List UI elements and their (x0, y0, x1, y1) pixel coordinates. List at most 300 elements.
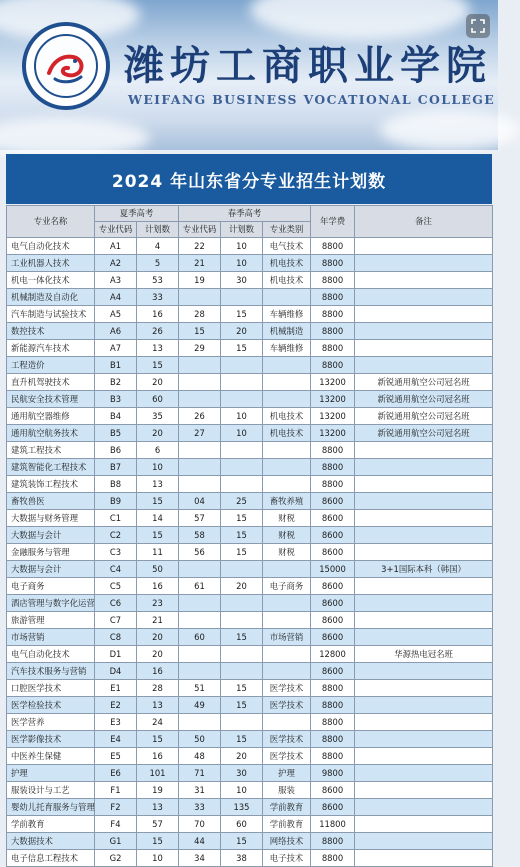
cell-summer-code: A2 (95, 255, 137, 272)
cell-spring-category: 车辆维修 (263, 306, 311, 323)
cell-spring-category: 服装 (263, 782, 311, 799)
cell-tuition: 8800 (311, 238, 355, 255)
table-row (7, 816, 493, 833)
table-row (7, 357, 493, 374)
table-row (7, 850, 493, 867)
table-row (7, 629, 493, 646)
cell-summer-plan: 10 (137, 850, 179, 867)
cell-summer-code: G2 (95, 850, 137, 867)
cell-note: 3+1国际本科（韩国） (355, 561, 493, 578)
cell-summer-plan: 13 (137, 340, 179, 357)
header-summer-exam: 夏季高考 (95, 206, 179, 222)
cell-spring-category (263, 357, 311, 374)
cell-major-name: 大数据与会计 (7, 561, 95, 578)
cell-summer-code: A1 (95, 238, 137, 255)
cell-summer-code: E4 (95, 731, 137, 748)
cell-spring-plan: 15 (221, 527, 263, 544)
cell-note (355, 782, 493, 799)
cell-summer-code: E2 (95, 697, 137, 714)
cell-summer-plan: 15 (137, 493, 179, 510)
cell-note (355, 255, 493, 272)
cell-summer-plan: 15 (137, 357, 179, 374)
cell-note (355, 510, 493, 527)
cell-major-name: 建筑工程技术 (7, 442, 95, 459)
cell-summer-plan: 13 (137, 697, 179, 714)
header-major-name: 专业名称 (7, 206, 95, 238)
cell-spring-plan: 15 (221, 629, 263, 646)
header-summer-major-code: 专业代码 (95, 222, 137, 238)
cell-spring-code (179, 289, 221, 306)
cell-major-name: 建筑智能化工程技术 (7, 459, 95, 476)
cell-summer-code: E6 (95, 765, 137, 782)
fullscreen-icon (471, 19, 485, 33)
cell-major-name: 大数据与会计 (7, 527, 95, 544)
cell-note (355, 272, 493, 289)
cell-spring-plan (221, 663, 263, 680)
cell-summer-plan: 14 (137, 510, 179, 527)
cell-summer-plan: 20 (137, 374, 179, 391)
table-row (7, 476, 493, 493)
cell-note (355, 357, 493, 374)
cell-major-name: 市场营销 (7, 629, 95, 646)
cell-spring-code: 51 (179, 680, 221, 697)
cell-tuition: 8800 (311, 731, 355, 748)
cell-major-name: 酒店管理与数字化运营 (7, 595, 95, 612)
cell-tuition: 8800 (311, 357, 355, 374)
cell-tuition: 8800 (311, 255, 355, 272)
college-name-chinese: 潍坊工商职业学院 (124, 42, 492, 89)
cell-spring-plan: 10 (221, 255, 263, 272)
cell-summer-code: D4 (95, 663, 137, 680)
table-row (7, 510, 493, 527)
cell-spring-plan: 38 (221, 850, 263, 867)
cell-spring-plan (221, 714, 263, 731)
cell-note (355, 527, 493, 544)
cell-spring-code: 19 (179, 272, 221, 289)
cell-tuition: 15000 (311, 561, 355, 578)
cell-note (355, 697, 493, 714)
cell-major-name: 汽车技术服务与营销 (7, 663, 95, 680)
cell-summer-plan: 13 (137, 799, 179, 816)
cell-major-name: 畜牧兽医 (7, 493, 95, 510)
cell-note (355, 833, 493, 850)
cell-summer-plan: 26 (137, 323, 179, 340)
cell-major-name: 口腔医学技术 (7, 680, 95, 697)
table-row (7, 595, 493, 612)
cell-note (355, 340, 493, 357)
table-row (7, 697, 493, 714)
cell-summer-plan: 15 (137, 527, 179, 544)
cell-major-name: 电气自动化技术 (7, 238, 95, 255)
header-spring-major-category: 专业类别 (263, 222, 311, 238)
cell-spring-code (179, 374, 221, 391)
cell-spring-category: 电子技术 (263, 850, 311, 867)
cell-spring-code: 26 (179, 408, 221, 425)
cell-tuition: 8600 (311, 663, 355, 680)
table-row (7, 578, 493, 595)
cell-spring-category: 医学技术 (263, 680, 311, 697)
cell-tuition: 8800 (311, 289, 355, 306)
cell-major-name: 医学检验技术 (7, 697, 95, 714)
cell-spring-plan: 20 (221, 578, 263, 595)
cell-note (355, 289, 493, 306)
cell-summer-plan: 101 (137, 765, 179, 782)
cell-major-name: 大数据技术 (7, 833, 95, 850)
cell-spring-plan: 60 (221, 816, 263, 833)
cell-summer-plan: 13 (137, 476, 179, 493)
cell-summer-plan: 28 (137, 680, 179, 697)
cell-major-name: 机械制造及自动化 (7, 289, 95, 306)
cell-summer-code: A6 (95, 323, 137, 340)
cell-note (355, 442, 493, 459)
cell-spring-code (179, 391, 221, 408)
cell-spring-category: 机电技术 (263, 425, 311, 442)
cell-tuition: 13200 (311, 374, 355, 391)
cell-summer-plan: 21 (137, 612, 179, 629)
cell-spring-plan (221, 459, 263, 476)
cell-spring-plan (221, 595, 263, 612)
cell-summer-code: A4 (95, 289, 137, 306)
cell-spring-plan (221, 612, 263, 629)
cell-spring-category (263, 595, 311, 612)
cell-spring-plan: 20 (221, 323, 263, 340)
cell-tuition: 12800 (311, 646, 355, 663)
cell-spring-code: 04 (179, 493, 221, 510)
cell-tuition: 8600 (311, 782, 355, 799)
cell-spring-code (179, 612, 221, 629)
cell-major-name: 工程造价 (7, 357, 95, 374)
cell-summer-code: C8 (95, 629, 137, 646)
cell-note (355, 799, 493, 816)
cell-note (355, 459, 493, 476)
table-row (7, 782, 493, 799)
cell-major-name: 新能源汽车技术 (7, 340, 95, 357)
cell-spring-code (179, 646, 221, 663)
cell-tuition: 8800 (311, 680, 355, 697)
cell-spring-category: 市场营销 (263, 629, 311, 646)
page-title-bar (6, 154, 492, 204)
cell-tuition: 13200 (311, 408, 355, 425)
header-tuition: 年学费 (311, 206, 355, 238)
cell-note (355, 816, 493, 833)
cell-spring-code: 29 (179, 340, 221, 357)
cell-note (355, 765, 493, 782)
cell-note: 新锐通用航空公司冠名班 (355, 391, 493, 408)
cell-spring-code: 27 (179, 425, 221, 442)
cell-spring-code: 21 (179, 255, 221, 272)
cell-summer-code: A7 (95, 340, 137, 357)
cell-note (355, 850, 493, 867)
cell-spring-category: 财税 (263, 544, 311, 561)
cell-spring-category: 机电技术 (263, 408, 311, 425)
cell-spring-code: 49 (179, 697, 221, 714)
table-row (7, 272, 493, 289)
cell-spring-plan: 20 (221, 748, 263, 765)
table-row (7, 833, 493, 850)
table-row (7, 561, 493, 578)
cell-tuition: 8600 (311, 544, 355, 561)
cell-spring-code: 34 (179, 850, 221, 867)
cell-spring-category: 网络技术 (263, 833, 311, 850)
cell-summer-plan: 10 (137, 459, 179, 476)
table-row (7, 714, 493, 731)
cell-spring-code: 60 (179, 629, 221, 646)
cell-spring-plan: 10 (221, 782, 263, 799)
cell-summer-plan: 11 (137, 544, 179, 561)
cell-summer-code: B3 (95, 391, 137, 408)
cell-note (355, 748, 493, 765)
cell-note (355, 714, 493, 731)
cell-major-name: 婴幼儿托育服务与管理 (7, 799, 95, 816)
cell-spring-category: 财税 (263, 527, 311, 544)
cell-spring-plan: 30 (221, 272, 263, 289)
cell-spring-plan: 10 (221, 238, 263, 255)
table-row (7, 340, 493, 357)
college-logo (22, 22, 110, 110)
cell-major-name: 汽车制造与试验技术 (7, 306, 95, 323)
cell-spring-plan: 15 (221, 833, 263, 850)
cell-tuition: 8800 (311, 748, 355, 765)
cell-spring-category: 医学技术 (263, 697, 311, 714)
cell-note: 华源热电冠名班 (355, 646, 493, 663)
cell-spring-category: 机电技术 (263, 272, 311, 289)
cell-summer-plan: 20 (137, 425, 179, 442)
cell-summer-code: C5 (95, 578, 137, 595)
table-row (7, 493, 493, 510)
cell-spring-category (263, 561, 311, 578)
table-row (7, 731, 493, 748)
cell-tuition: 8600 (311, 595, 355, 612)
cell-summer-plan: 16 (137, 663, 179, 680)
cell-spring-category (263, 646, 311, 663)
cell-tuition: 8800 (311, 306, 355, 323)
cell-spring-code (179, 561, 221, 578)
table-row (7, 289, 493, 306)
cell-summer-code: D1 (95, 646, 137, 663)
cell-summer-code: B9 (95, 493, 137, 510)
table-row (7, 544, 493, 561)
cell-tuition: 8600 (311, 578, 355, 595)
cell-spring-code: 15 (179, 323, 221, 340)
table-row (7, 765, 493, 782)
cell-summer-code: F2 (95, 799, 137, 816)
cell-summer-plan: 19 (137, 782, 179, 799)
dragon-emblem-icon (41, 41, 91, 91)
cell-summer-code: B2 (95, 374, 137, 391)
cell-spring-plan: 15 (221, 544, 263, 561)
cell-major-name: 电气自动化技术 (7, 646, 95, 663)
cell-summer-code: F4 (95, 816, 137, 833)
cell-summer-code: C6 (95, 595, 137, 612)
cell-major-name: 电子信息工程技术 (7, 850, 95, 867)
cell-summer-code: C7 (95, 612, 137, 629)
table-body (7, 238, 493, 867)
table-row (7, 323, 493, 340)
cell-spring-plan: 135 (221, 799, 263, 816)
cell-note (355, 680, 493, 697)
cell-spring-code: 56 (179, 544, 221, 561)
cell-note (355, 238, 493, 255)
cell-summer-code: E3 (95, 714, 137, 731)
cell-tuition: 8800 (311, 340, 355, 357)
enrollment-plan-sheet (6, 205, 492, 863)
cell-major-name: 机电一体化技术 (7, 272, 95, 289)
college-banner (0, 0, 498, 150)
cell-tuition: 13200 (311, 425, 355, 442)
cell-note (355, 731, 493, 748)
cell-summer-code: E5 (95, 748, 137, 765)
table-row (7, 663, 493, 680)
cell-note (355, 544, 493, 561)
cell-spring-plan: 15 (221, 306, 263, 323)
cell-spring-category: 医学技术 (263, 748, 311, 765)
cell-spring-code (179, 357, 221, 374)
cell-spring-category (263, 391, 311, 408)
table-row (7, 408, 493, 425)
sky-cloud (0, 118, 150, 158)
cell-summer-code: A5 (95, 306, 137, 323)
cell-spring-code: 28 (179, 306, 221, 323)
cell-tuition: 8800 (311, 459, 355, 476)
cell-spring-category: 财税 (263, 510, 311, 527)
cell-summer-code: B5 (95, 425, 137, 442)
cell-note (355, 306, 493, 323)
cell-summer-plan: 53 (137, 272, 179, 289)
cell-spring-plan: 15 (221, 340, 263, 357)
cell-summer-plan: 16 (137, 748, 179, 765)
cell-summer-code: B7 (95, 459, 137, 476)
cell-spring-category (263, 374, 311, 391)
cell-tuition: 8800 (311, 697, 355, 714)
table-row (7, 459, 493, 476)
cell-major-name: 医学影像技术 (7, 731, 95, 748)
header-spring-plan-count: 计划数 (221, 222, 263, 238)
logo-emblem (34, 34, 98, 98)
cell-spring-code: 57 (179, 510, 221, 527)
cell-summer-code: B6 (95, 442, 137, 459)
cell-spring-code: 44 (179, 833, 221, 850)
cell-spring-category: 护理 (263, 765, 311, 782)
cell-summer-plan: 15 (137, 731, 179, 748)
table-row (7, 799, 493, 816)
header-summer-plan-count: 计划数 (137, 222, 179, 238)
cell-spring-category: 车辆维修 (263, 340, 311, 357)
cell-summer-code: B8 (95, 476, 137, 493)
table-row (7, 527, 493, 544)
cell-tuition: 8800 (311, 442, 355, 459)
cell-spring-code: 58 (179, 527, 221, 544)
header-spring-major-code: 专业代码 (179, 222, 221, 238)
cell-note (355, 493, 493, 510)
cell-spring-category (263, 714, 311, 731)
cell-spring-code (179, 663, 221, 680)
cell-tuition: 8800 (311, 476, 355, 493)
cell-spring-plan: 10 (221, 408, 263, 425)
cell-spring-plan (221, 561, 263, 578)
cell-tuition: 8800 (311, 833, 355, 850)
cell-spring-code: 71 (179, 765, 221, 782)
college-name-english: WEIFANG BUSINESS VOCATIONAL COLLEGE (128, 92, 496, 107)
cell-major-name: 大数据与财务管理 (7, 510, 95, 527)
cell-major-name: 服装设计与工艺 (7, 782, 95, 799)
cell-spring-category: 机电技术 (263, 255, 311, 272)
cell-spring-code: 48 (179, 748, 221, 765)
cell-spring-plan (221, 391, 263, 408)
table-row (7, 425, 493, 442)
cell-spring-plan: 15 (221, 731, 263, 748)
table-row (7, 238, 493, 255)
cell-summer-plan: 60 (137, 391, 179, 408)
sky-cloud (380, 110, 520, 150)
cell-spring-category (263, 442, 311, 459)
cell-note (355, 323, 493, 340)
cell-spring-plan: 15 (221, 680, 263, 697)
cell-summer-plan: 4 (137, 238, 179, 255)
cell-spring-plan (221, 442, 263, 459)
table-row (7, 255, 493, 272)
table-row (7, 612, 493, 629)
cell-spring-code: 70 (179, 816, 221, 833)
cell-spring-code (179, 442, 221, 459)
cell-spring-code: 22 (179, 238, 221, 255)
cell-spring-code (179, 595, 221, 612)
cell-tuition: 8600 (311, 799, 355, 816)
cell-major-name: 医学营养 (7, 714, 95, 731)
cell-spring-category: 电子商务 (263, 578, 311, 595)
cell-summer-plan: 20 (137, 646, 179, 663)
cell-summer-code: A3 (95, 272, 137, 289)
cell-major-name: 护理 (7, 765, 95, 782)
cell-summer-code: F1 (95, 782, 137, 799)
table-row (7, 306, 493, 323)
cell-major-name: 数控技术 (7, 323, 95, 340)
table-row (7, 374, 493, 391)
cell-summer-plan: 20 (137, 629, 179, 646)
cell-summer-plan: 16 (137, 306, 179, 323)
cell-spring-code: 50 (179, 731, 221, 748)
cell-summer-code: G1 (95, 833, 137, 850)
cell-tuition: 8600 (311, 629, 355, 646)
cell-summer-plan: 6 (137, 442, 179, 459)
cell-tuition: 8600 (311, 612, 355, 629)
cell-summer-plan: 50 (137, 561, 179, 578)
cell-spring-plan (221, 646, 263, 663)
cell-note: 新锐通用航空公司冠名班 (355, 374, 493, 391)
cell-tuition: 9800 (311, 765, 355, 782)
cell-summer-code: C3 (95, 544, 137, 561)
cell-spring-plan: 15 (221, 510, 263, 527)
expand-image-button[interactable] (466, 14, 490, 38)
cell-major-name: 通用航空器维修 (7, 408, 95, 425)
cell-note (355, 578, 493, 595)
cell-summer-code: B1 (95, 357, 137, 374)
table-row (7, 748, 493, 765)
cell-summer-code: C4 (95, 561, 137, 578)
cell-spring-plan (221, 289, 263, 306)
cell-note (355, 663, 493, 680)
cell-major-name: 民航安全技术管理 (7, 391, 95, 408)
cell-major-name: 学前教育 (7, 816, 95, 833)
cell-spring-category (263, 459, 311, 476)
cell-major-name: 中医养生保健 (7, 748, 95, 765)
cell-summer-code: E1 (95, 680, 137, 697)
table-row (7, 442, 493, 459)
cell-major-name: 工业机器人技术 (7, 255, 95, 272)
cell-spring-plan: 25 (221, 493, 263, 510)
cell-tuition: 13200 (311, 391, 355, 408)
cell-summer-plan: 15 (137, 833, 179, 850)
cell-note: 新锐通用航空公司冠名班 (355, 425, 493, 442)
